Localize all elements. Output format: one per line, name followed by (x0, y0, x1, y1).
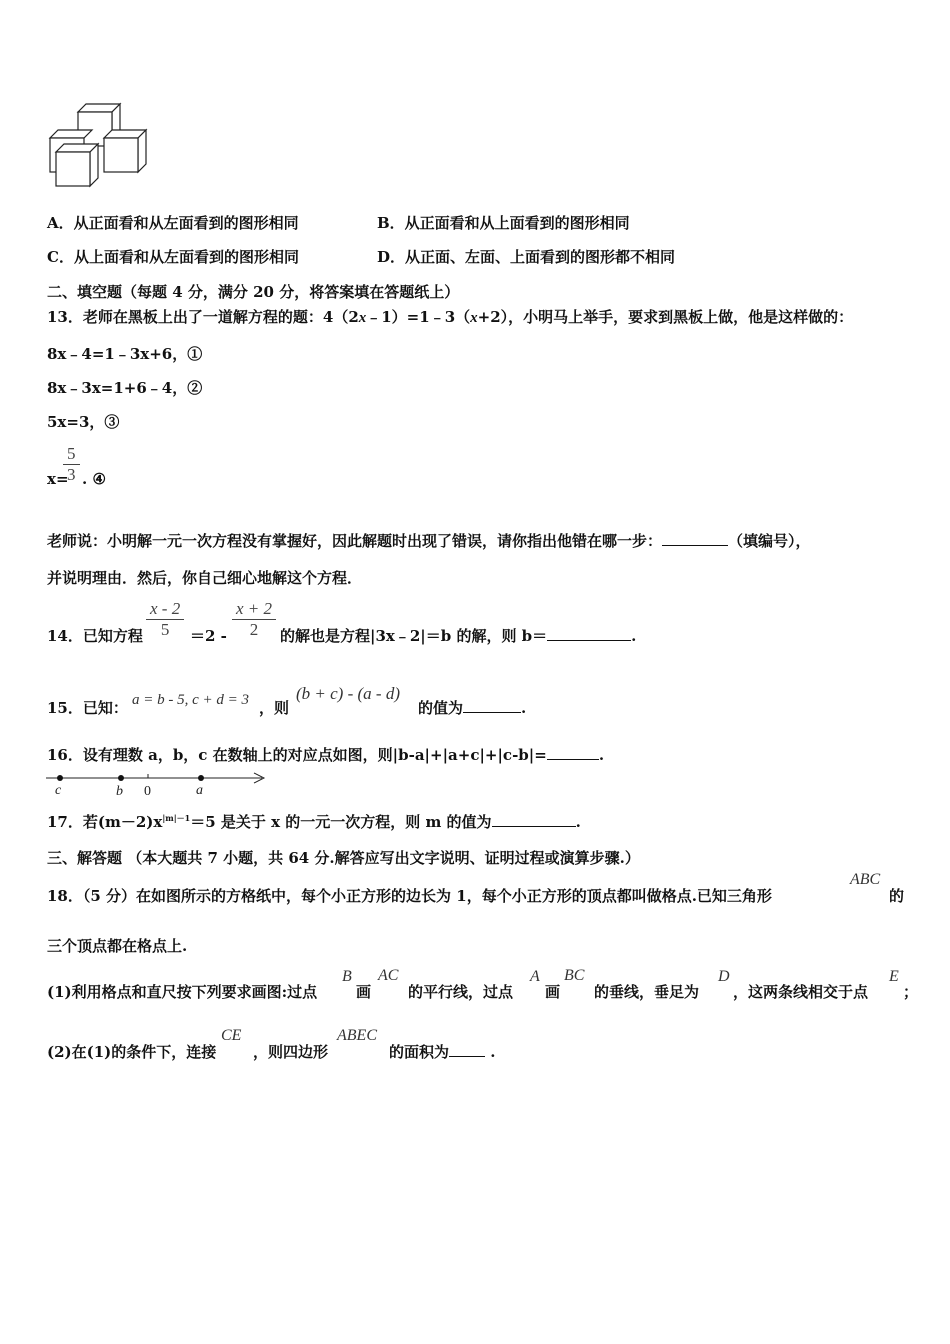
q18-line1: 18．（5 分）在如图所示的方格纸中，每个小正方形的边长为 1，每个小正方形的顶点都叫做格点.已知三角形 (47, 887, 772, 905)
q13-intro: 13．老师在黑板上出了一道解方程的题：4（2x﹣1）=1﹣3（x+2），小明马上举手，要求到黑板上做，他是这样做的： (47, 308, 854, 326)
q18-de: 的 (889, 887, 905, 905)
q18-part1: (1)利用格点和直尺按下列要求画图:过点 (47, 983, 318, 1001)
q15-prefix: 15．已知： (47, 699, 128, 717)
q18-part2-b: ，则四边形 (253, 1043, 329, 1061)
q15-suffix: 的值为 . (418, 699, 527, 717)
label-c: c (55, 783, 62, 798)
q18-part1-e: ； (903, 983, 919, 1001)
q14-fraction1: x - 2 5 (146, 599, 184, 640)
option-b: B．从正面看和从上面看到的图形相同 (377, 214, 630, 232)
q15-condition: a = b - 5, c + d = 3 (132, 692, 250, 708)
point-a (198, 775, 204, 781)
label-b: b (116, 784, 123, 799)
label-a: a (196, 783, 203, 798)
option-d: D．从正面、左面、上面看到的图形都不相同 (377, 248, 676, 266)
q14-mid: ＝2 - (190, 627, 227, 645)
option-c: C．从上面看和从左面看到的图形相同 (47, 248, 299, 266)
q18-bc: BC (564, 967, 585, 984)
point-b (118, 775, 124, 781)
q18-ac: AC (378, 967, 399, 984)
q14-prefix: 14．已知方程 (47, 627, 143, 645)
q15-comma: ，则 (259, 699, 290, 717)
point-c (57, 775, 63, 781)
q18-point-e: E (889, 968, 899, 985)
q18-part1-c: 的垂线，垂足为 (594, 983, 700, 1001)
q13-step3: 5x=3，③ (47, 413, 120, 431)
q13-step4-lhs: x= (47, 470, 69, 488)
q18-point-a: A (530, 968, 540, 985)
q18-draw2: 画 (545, 983, 561, 1001)
q13-step4-rest: . ④ (82, 470, 106, 488)
q18-point-b: B (342, 968, 352, 985)
q18-part2: (2)在(1)的条件下，连接 (47, 1043, 217, 1061)
number-line (44, 768, 270, 800)
q18-abec: ABEC (337, 1027, 377, 1044)
section3-heading: 三、解答题 （本大题共 7 小题，共 64 分.解答应写出文字说明、证明过程或演算步骤.） (47, 849, 640, 867)
q15-expression: (b + c) - (a - d) (296, 684, 400, 703)
q18-point-d: D (718, 968, 730, 985)
q14-suffix: 的解也是方程|3x﹣2|＝b 的解，则 b＝ . (280, 627, 637, 645)
q14-fraction2: x + 2 2 (232, 599, 276, 640)
q13-teacher-line1: 老师说：小明解一元一次方程没有掌握好，因此解题时出现了错误，请你指出他错在哪一步： （填编号）， (47, 532, 811, 550)
q18-part1-d: ，这两条线相交于点 (733, 983, 869, 1001)
q13-step2: 8x﹣3x=1+6﹣4，② (47, 379, 203, 397)
option-a: A．从正面看和从左面看到的图形相同 (47, 214, 299, 232)
q13-teacher-line2: 并说明理由．然后，你自己细心地解这个方程． (47, 569, 363, 587)
q18-ce: CE (221, 1027, 242, 1044)
q18-part2-c: 的面积为 . (389, 1043, 496, 1061)
q13-step1: 8x﹣4=1﹣3x+6，① (47, 345, 203, 363)
q18-draw1: 画 (356, 983, 372, 1001)
q18-part1-b: 的平行线，过点 (408, 983, 514, 1001)
q18-abc: ABC (850, 871, 881, 888)
section2-heading: 二、填空题（每题 4 分，满分 20 分，将答案填在答题纸上） (47, 283, 460, 301)
q17-text: 17．若$(m-2)x^{|m|-1}=5$ 是关于 x 的一元一次方程，则 m 的值为 . (47, 813, 581, 831)
q16-text: 16．设有理数 a，b，c 在数轴上的对应点如图，则|b-a|+|a+c|+|c-b|= . (47, 746, 605, 764)
q13-step4-fraction: 5 3 (63, 444, 80, 485)
cube-figure (44, 98, 150, 194)
q18-line2: 三个顶点都在格点上. (47, 937, 188, 955)
label-zero: 0 (144, 784, 151, 799)
